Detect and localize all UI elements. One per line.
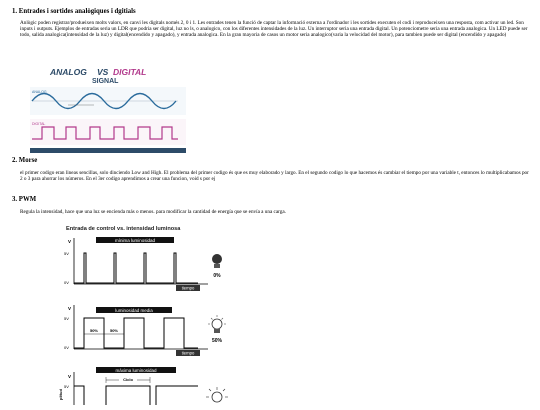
axis-5v-3: 5V [64, 384, 69, 389]
duty-b-label: 50% [109, 328, 119, 333]
section-body-3: Regula la intensidad, hace que una luz se encienda más o menos. para modificar la cantidad de energía que se envía a una carga. [20, 209, 286, 215]
pwm-title: Entrada de control vs. intensidad luminosa [66, 226, 181, 232]
bulb-full-icon [212, 392, 222, 402]
percent-label-1: 0% [213, 273, 221, 279]
pwm-svg [58, 222, 238, 405]
figure-title-digital: DIGITAL [113, 67, 147, 77]
time-label-1: tiempo [181, 285, 195, 291]
analog-vs-digital-svg [28, 65, 188, 155]
axis-5v-2: 5V [64, 316, 69, 321]
axis-0v-2: 0V [64, 345, 69, 350]
axis-v-1: V [68, 239, 72, 244]
bulb-off-base [214, 264, 220, 268]
bulb-half-icon [212, 319, 222, 329]
axis-v-2: V [68, 306, 72, 311]
section-heading-3: 3. PWM [12, 196, 37, 203]
axis-5v-1: 5V [64, 251, 69, 256]
analog-vs-digital-figure [28, 65, 188, 155]
pwm-panel-max [58, 367, 228, 405]
pwm-panel-mid [64, 305, 226, 356]
percent-label-2: 50% [211, 338, 223, 344]
duty-a-label: 50% [89, 328, 99, 333]
digital-label: DIGITAL [32, 122, 46, 126]
section-body-2: el primer codigo eran lineas sencillas, solo dinciendo Low and High. El problema del primer codigo és que es muy elaborado y largo. En el segundo codigo lo que hacemos és cambiar el tiempo por una variable t, entonces lo multiplicabamos por 2 o 3 para ahorrar los números. En el 3er codigo aprendimos a crear una funcion, void s por ej [20, 170, 529, 183]
pwm-wave-3 [74, 386, 198, 405]
axis-v-3: V [68, 374, 72, 379]
section-heading-1: 1. Entrades i sortides analògiques i dgitials [12, 8, 136, 15]
section-heading-2: 2. Morse [12, 157, 38, 164]
figure-title-vs: VS [97, 67, 109, 77]
pwm-figure [58, 222, 238, 405]
bulb-off-icon [212, 254, 222, 264]
bulb-half-base [214, 329, 220, 333]
axis-amplitude: plitud [58, 389, 63, 400]
pwm-wave-2 [74, 318, 198, 348]
pwm-panel-min [64, 237, 222, 291]
axis-0v-1: 0V [64, 280, 69, 285]
figure-subtitle: SIGNAL [92, 78, 119, 85]
figure-title-analog: ANALOG [50, 67, 87, 77]
pwm-wave-1 [74, 253, 198, 283]
panel-label-3: máxima luminosidad [115, 367, 157, 373]
time-label-2: tiempo [181, 350, 195, 356]
panel-label-2: luminosidad media [115, 307, 153, 313]
cycle-label: Ciclo [123, 377, 133, 382]
panel-label-1: mínima luminosidad [114, 237, 156, 243]
analog-label: ANALOG [32, 90, 47, 94]
figure-footer-bar [30, 148, 186, 153]
section-body-1: Anlògic poden registrar/produeixen molts valors, en canvi les digitals només 2, 0 i 1. Les entrades tenen la funció de captar la informació externa a l'ordinador i les sortides executen el codi i reproduceixen una resposta, com activar un led. Son inputs i outputs. Ejemplos de entradas seria un LDR que podria ser digital, luz no ls, o analogico, con los diferentes intensidades de la luz. Un interruptor seria una entrada digital. Un potenciometre seria una entrada analogica. Un LED puede ser todo, salida analogica(intensidad de la luz) y digital(encendido y apagado), y entrada analogica. En la gran mayoria de casos un motor seria analogico(varia la velocidad del motor), para tambien puede ser digital (encendido y apagado) [20, 20, 528, 39]
